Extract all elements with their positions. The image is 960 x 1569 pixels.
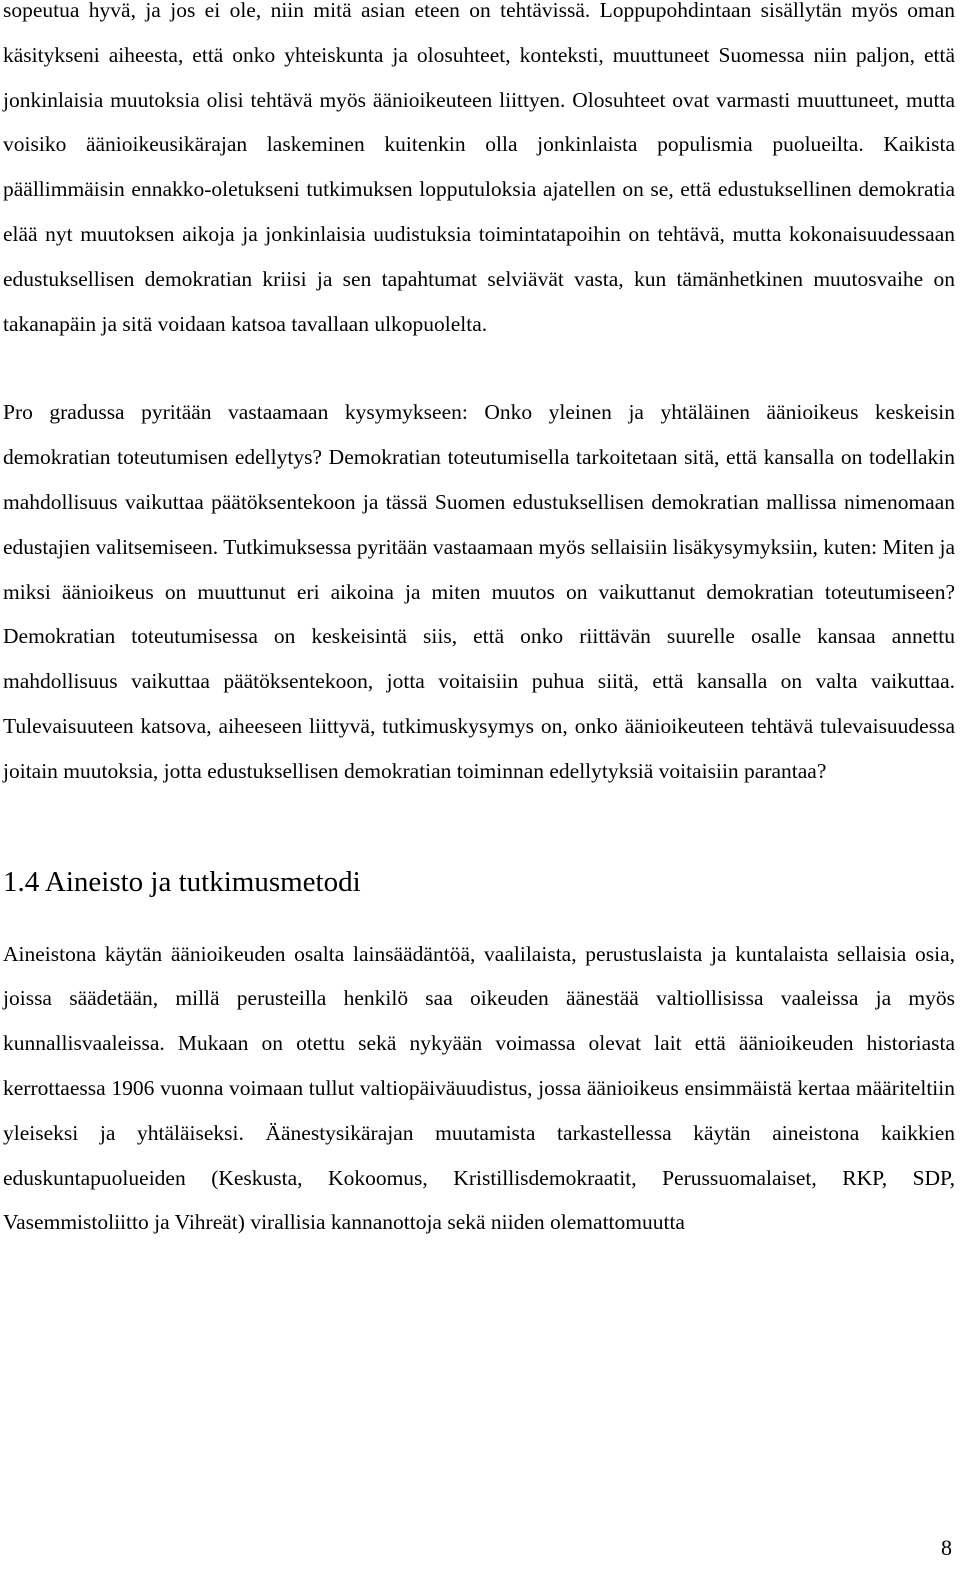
- page-number: 8: [941, 1535, 952, 1560]
- body-paragraph-1: sopeutua hyvä, ja jos ei ole, niin mitä asian eteen on tehtävissä. Loppupohdintaan sisällytän myös oman käsitykseni aiheesta, että onko yhteiskunta ja olosuhteet, konteksti, muuttuneet Suomessa niin paljon, että jonkinlaisia muutoksia olisi tehtävä myös äänioikeuteen liittyen. Olosuhteet ovat varmasti muuttuneet, mutta voisiko äänioikeusikärajan laskeminen kuitenkin olla jonkinlaista populismia puolueilta. Kaikista päällimmäisin ennakko-oletukseni tutkimuksen lopputuloksia ajatellen on se, että edustuksellinen demokratia elää nyt muutoksen aikoja ja jonkinlaisia uudistuksia toimintatapoihin on tehtävä, mutta kokonaisuudessaan edustuksellisen demokratian kriisi ja sen tapahtumat selviävät vasta, kun tämänhetkinen muutosvaihe on takanapäin ja sitä voidaan katsoa tavallaan ulkopuolelta.: [3, 0, 955, 336]
- paragraph-spacer: [3, 346, 955, 390]
- body-paragraph-3: Aineistona käytän äänioikeuden osalta lainsäädäntöä, vaalilaista, perustuslaista ja kuntalaista sellaisia osia, joissa säädetään, millä perusteilla henkilö saa oikeuden äänestää valtiollisissa vaaleissa ja myös kunnallisvaaleissa. Mukaan on otettu sekä nykyään voimassa olevat lait että äänioikeuden historiasta kerrottaessa 1906 vuonna voimaan tullut valtiopäiväuudistus, jossa äänioikeus ensimmäistä kertaa määriteltiin yleiseksi ja yhtäläiseksi. Äänestysikärajan muutamista tarkastellessa käytän aineistona kaikkien eduskuntapuolueiden (Keskusta, Kokoomus, Kristillisdemokraatit, Perussuomalaiset, RKP, SDP, Vasemmistoliitto ja Vihreät) virallisia kannanottoja sekä niiden olemattomuutta: [3, 941, 955, 1235]
- document-page: [3, 0, 955, 1245]
- section-heading: 1.4 Aineisto ja tutkimusmetodi: [3, 865, 361, 898]
- body-paragraph-2: Pro gradussa pyritään vastaamaan kysymykseen: Onko yleinen ja yhtäläinen äänioikeus keskeisin demokratian toteutumisen edellytys? Demokratian toteutumisella tarkoitetaan sitä, että kansalla on todellakin mahdollisuus vaikuttaa päätöksentekoon ja tässä Suomen edustuksellisen demokratian mallissa nimenomaan edustajien valitsemiseen. Tutkimuksessa pyritään vastaamaan myös sellaisiin lisäkysymyksiin, kuten: Miten ja miksi äänioikeus on muuttunut eri aikoina ja miten muutos on vaikuttanut demokratian toteutumiseen? Demokratian toteutumisessa on keskeisintä siis, että onko riittävän suurelle osalle kansaa annettu mahdollisuus vaikuttaa päätöksentekoon, jotta voitaisiin puhua siitä, että kansalla on valta vaikuttaa. Tulevaisuuteen katsova, aiheeseen liittyvä, tutkimuskysymys on, onko äänioikeuteen tehtävä tulevaisuudessa joitain muutoksia, jotta edustuksellisen demokratian toiminnan edellytyksiä voitaisiin parantaa?: [3, 400, 955, 783]
